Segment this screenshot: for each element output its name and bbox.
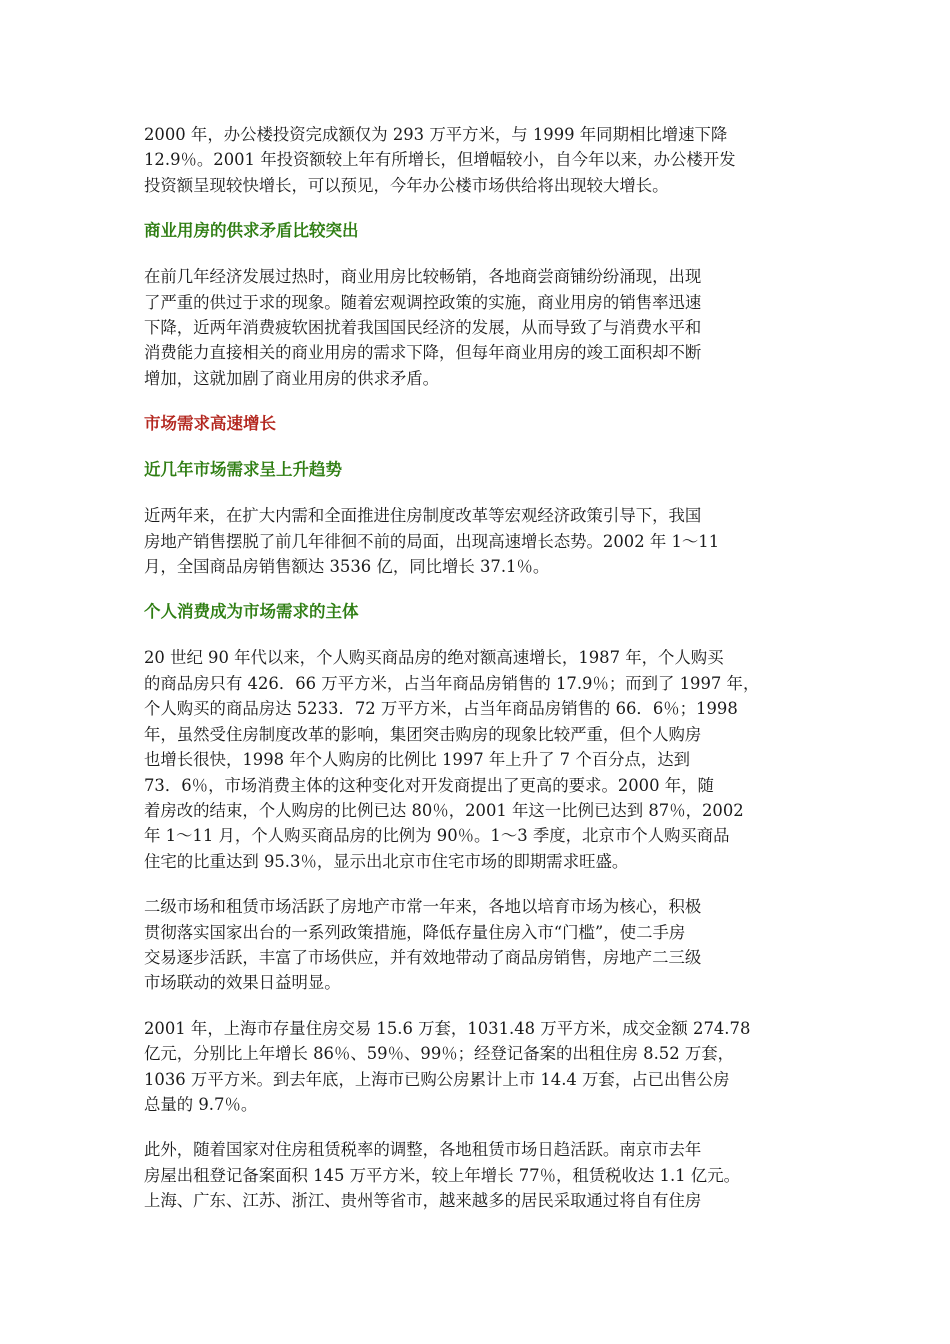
paragraph-rental-market xyxy=(144,1137,812,1213)
text-line: 了严重的供过于求的现象。随着宏观调控政策的实施，商业用房的销售率迅速 xyxy=(144,292,702,312)
text-line: 亿元，分别比上年增长 86％、59％、99％；经登记备案的出租住房 8.52 万套， xyxy=(144,1044,735,1064)
text-line: 的商品房只有 426．66 万平方米，占当年商品房销售的 17.9％；而到了 1997 年， xyxy=(144,673,760,693)
text-line: 下降，近两年消费疲软困扰着我国国民经济的发展，从而导致了与消费水平和 xyxy=(144,318,702,338)
text-line: 贯彻落实国家出台的一系列政策措施，降低存量住房入市“门槛”，使二手房 xyxy=(144,922,686,942)
text-line: 月，全国商品房销售额达 3536 亿，同比增长 37.1％。 xyxy=(144,557,550,577)
text-line: 上海、广东、江苏、浙江、贵州等省市，越来越多的居民采取通过将自有住房 xyxy=(144,1191,702,1211)
document-page xyxy=(144,122,812,1234)
text-line: 20 世纪 90 年代以来，个人购买商品房的绝对额高速增长，1987 年，个人购买 xyxy=(144,648,724,668)
paragraph-secondary-market xyxy=(144,894,812,996)
text-line: 73．6％，市场消费主体的这种变化对开发商提出了更高的要求。2000 年，随 xyxy=(144,775,714,795)
heading-rising-demand-trend: 近几年市场需求呈上升趋势 xyxy=(144,460,342,480)
text-line: 2001 年，上海市存量住房交易 15.6 万套，1031.48 万平方米，成交金额 274.78 xyxy=(144,1018,751,1038)
text-line: 房屋出租登记备案面积 145 万平方米，较上年增长 77％，租赁税收达 1.1 亿元。 xyxy=(144,1165,740,1185)
text-line: 1036 万平方米。到去年底，上海市已购公房累计上市 14.4 万套，占已出售公房 xyxy=(144,1069,730,1089)
heading-personal-consumption: 个人消费成为市场需求的主体 xyxy=(144,602,359,622)
text-line: 住宅的比重达到 95.3％，显示出北京市住宅市场的即期需求旺盛。 xyxy=(144,851,629,871)
text-line: 市场联动的效果日益明显。 xyxy=(144,973,341,993)
paragraph-commercial-housing xyxy=(144,264,812,391)
text-line: 增加，这就加剧了商业用房的供求矛盾。 xyxy=(144,368,440,388)
text-line: 年，虽然受住房制度改革的影响，集团突击购房的现象比较严重，但个人购房 xyxy=(144,724,702,744)
text-line: 也增长很快，1998 年个人购房的比例比 1997 年上升了 7 个百分点，达到 xyxy=(144,750,691,770)
text-line: 年 1～11 月，个人购买商品房的比例为 90％。1～3 季度，北京市个人购买商品 xyxy=(144,826,730,846)
text-line: 二级市场和租赁市场活跃了房地产市常一年来，各地以培育市场为核心，积极 xyxy=(144,897,702,917)
text-line: 个人购买的商品房达 5233．72 万平方米，占当年商品房销售的 66．6％；1998 xyxy=(144,699,738,719)
heading-commercial-supply-demand: 商业用房的供求矛盾比较突出 xyxy=(144,221,359,241)
text-line: 着房改的结束，个人购房的比例已达 80％，2001 年这一比例已达到 87％，2002 xyxy=(144,800,744,820)
paragraph-personal-purchase xyxy=(144,645,812,874)
text-line: 交易逐步活跃，丰富了市场供应，并有效地带动了商品房销售，房地产二三级 xyxy=(144,947,702,967)
text-line: 消费能力直接相关的商业用房的需求下降，但每年商业用房的竣工面积却不断 xyxy=(144,343,702,363)
paragraph-sales-growth xyxy=(144,503,812,579)
text-line: 2000 年，办公楼投资完成额仅为 293 万平方米，与 1999 年同期相比增速下降 xyxy=(144,125,728,144)
text-line: 投资额呈现较快增长，可以预见，今年办公楼市场供给将出现较大增长。 xyxy=(144,175,669,195)
text-line: 近两年来，在扩大内需和全面推进住房制度改革等宏观经济政策引导下，我国 xyxy=(144,506,702,526)
text-line: 在前几年经济发展过热时，商业用房比较畅销，各地商尝商铺纷纷涌现，出现 xyxy=(144,267,702,287)
text-line: 此外，随着国家对住房租赁税率的调整，各地租赁市场日趋活跃。南京市去年 xyxy=(144,1140,702,1160)
heading-market-demand-growth: 市场需求高速增长 xyxy=(144,414,276,434)
paragraph-office-investment xyxy=(144,122,812,198)
text-line: 总量的 9.7％。 xyxy=(144,1094,258,1114)
text-line: 房地产销售摆脱了前几年徘徊不前的局面，出现高速增长态势。2002 年 1～11 xyxy=(144,531,720,551)
text-line: 12.9％。2001 年投资额较上年有所增长，但增幅较小，自今年以来，办公楼开发 xyxy=(144,150,736,170)
paragraph-shanghai-stats xyxy=(144,1016,812,1118)
